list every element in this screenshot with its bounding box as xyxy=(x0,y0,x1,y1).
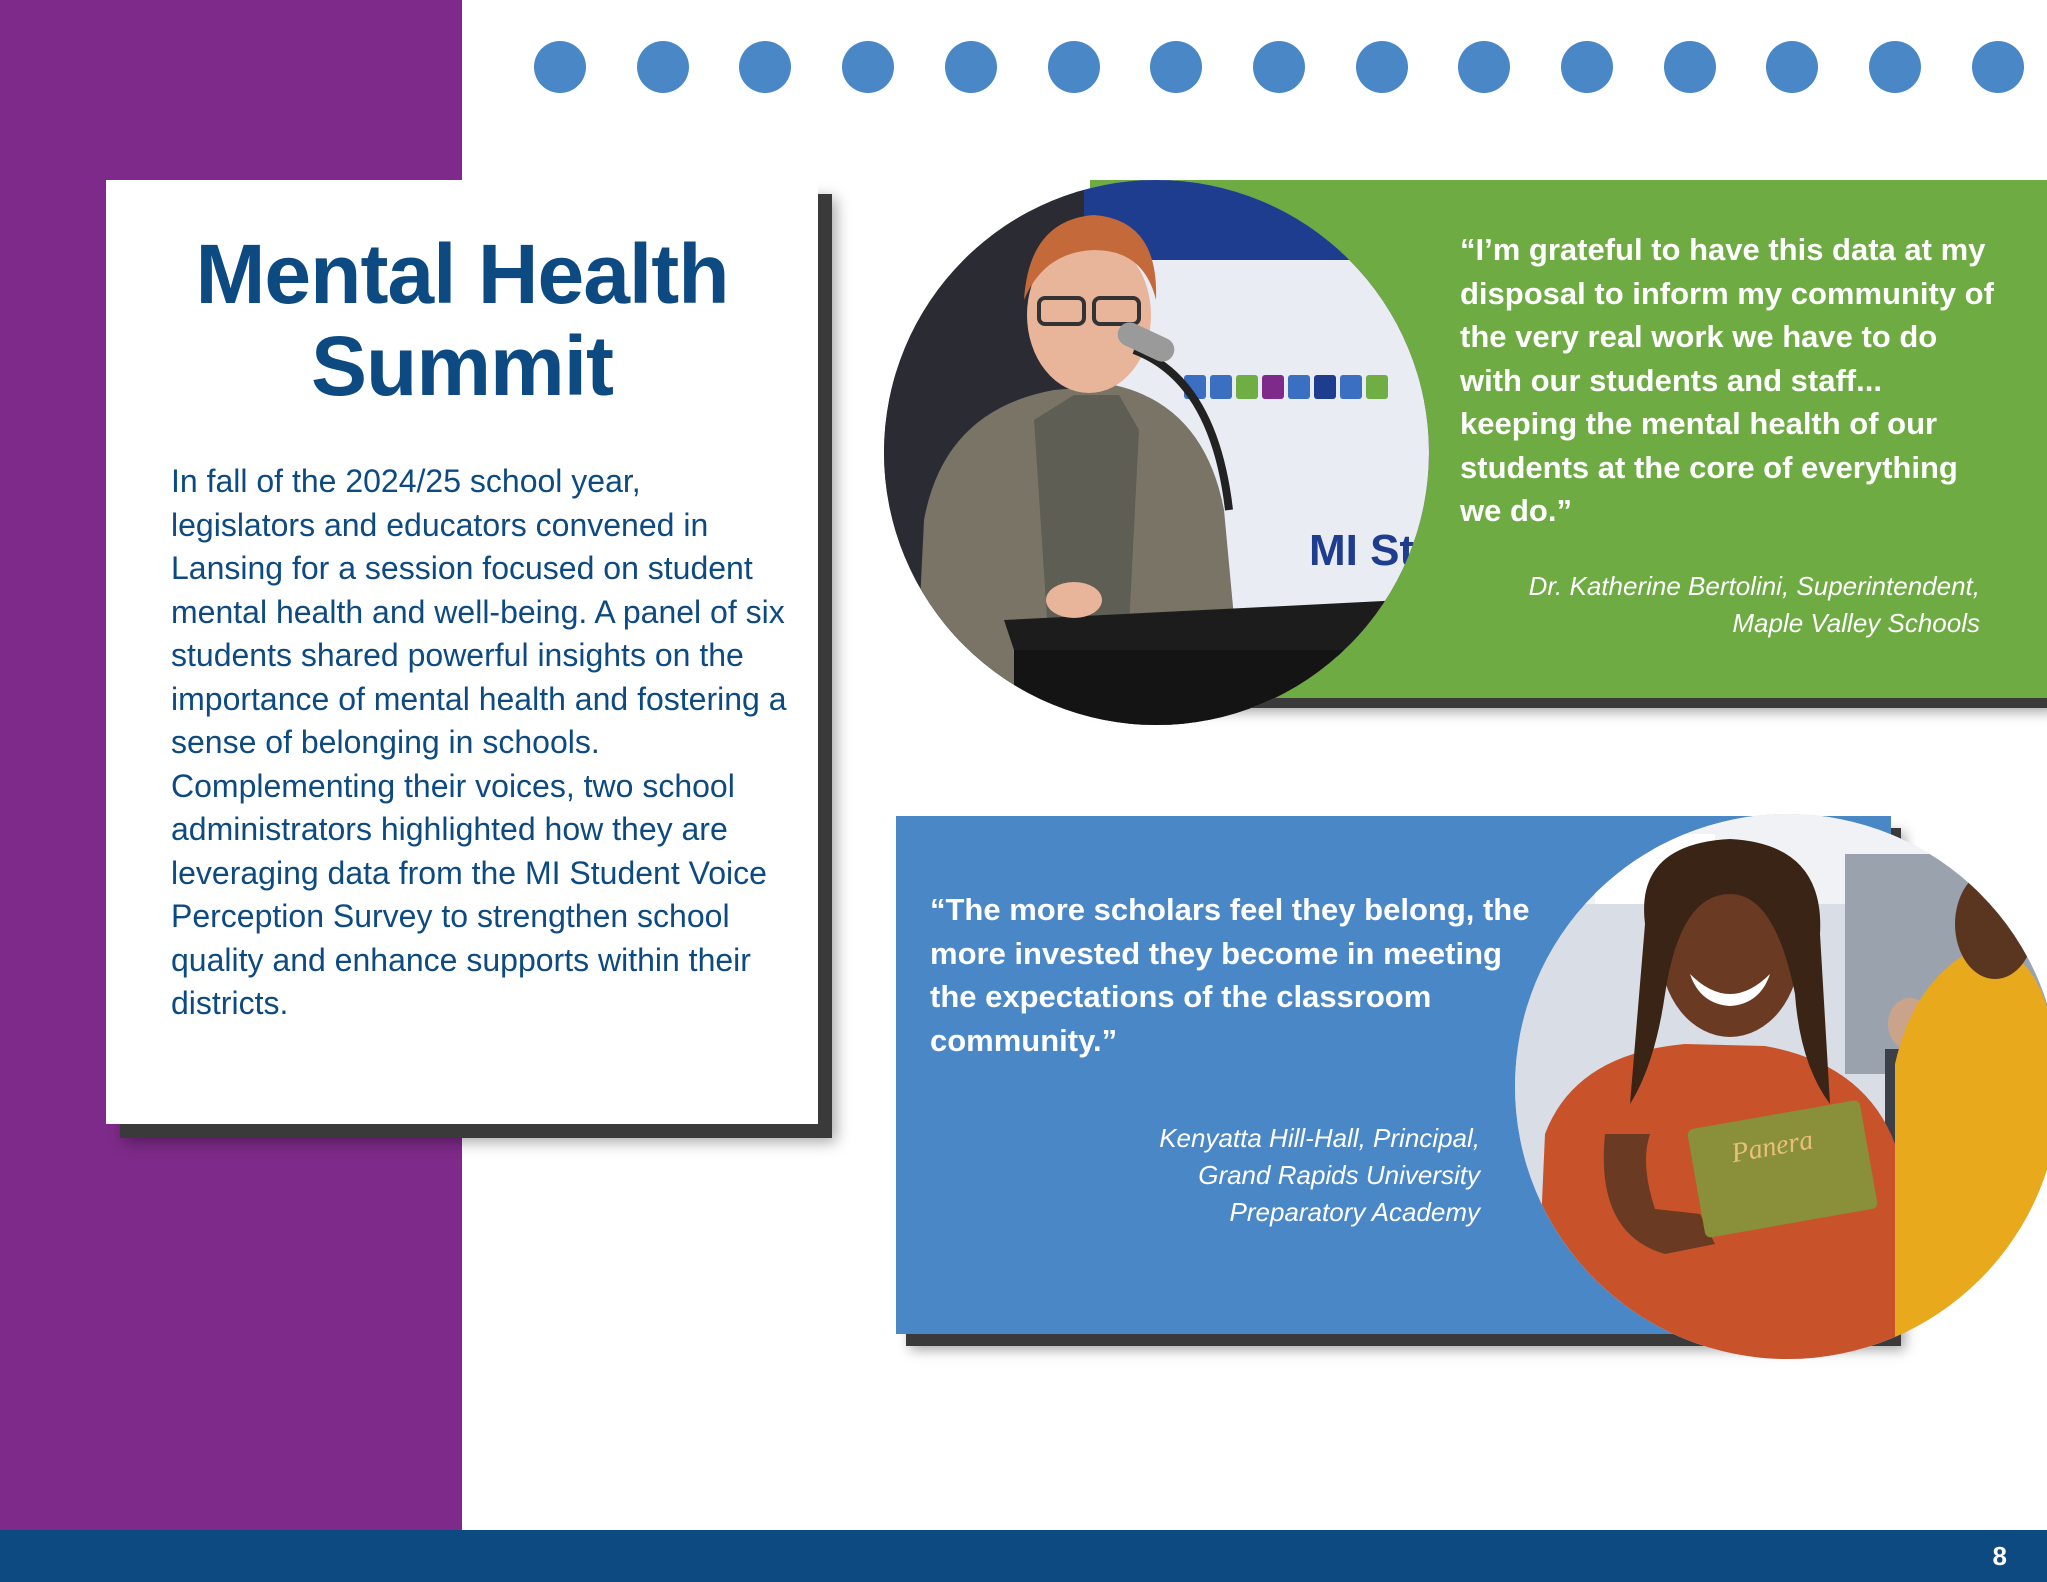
smiling-attendee-image xyxy=(1515,814,2047,1359)
attribution-line: Preparatory Academy xyxy=(1229,1197,1480,1227)
decorative-dot xyxy=(1253,41,1305,93)
banner-text: MI St xyxy=(1309,526,1415,575)
decorative-dot xyxy=(1766,41,1818,93)
decorative-dot xyxy=(1150,41,1202,93)
decorative-dot xyxy=(1458,41,1510,93)
decorative-dot xyxy=(1356,41,1408,93)
attribution-line: Maple Valley Schools xyxy=(1732,608,1980,638)
decorative-dot-row xyxy=(534,41,2047,95)
speaker-photo-bertolini xyxy=(884,180,1429,725)
attribution-line: Grand Rapids University xyxy=(1198,1160,1480,1190)
decorative-dot xyxy=(739,41,791,93)
summit-description: In fall of the 2024/25 school year, legislators and educators convened in Lansing for a session focused on student mental health and well-being. A panel of six students shared powerful insights on the importance of mental health and fostering a sense of belonging in schools. Complementing their voices, two school administrators highlighted how they are leveraging data from the MI Student Voice Perception Survey to strengthen school quality and enhance supports within their districts. xyxy=(171,463,787,1021)
title-line-1: Mental Health xyxy=(195,227,729,321)
page-number: 8 xyxy=(1992,1541,2007,1571)
attribution-line: Kenyatta Hill-Hall, Principal, xyxy=(1159,1123,1480,1153)
quote-text-bertolini: “I’m grateful to have this data at my disposal to inform my community of the very real work we have to do with our students and staff... keeping the mental health of our students at the core of everything we do.” xyxy=(1460,232,1994,528)
decorative-dot xyxy=(637,41,689,93)
decorative-dot xyxy=(534,41,586,93)
decorative-dot xyxy=(842,41,894,93)
decorative-dot xyxy=(1561,41,1613,93)
quote-attribution-hill-hall xyxy=(1020,1120,1480,1231)
speaker-at-podium-image xyxy=(884,180,1429,725)
quote-text-hill-hall: “The more scholars feel they belong, the more invested they become in meeting the expectations of the classroom community.” xyxy=(930,892,1530,1058)
decorative-dot xyxy=(945,41,997,93)
decorative-dot xyxy=(1869,41,1921,93)
summit-info-card xyxy=(106,180,818,1124)
quote-attribution-bertolini xyxy=(1420,568,1980,642)
attribution-line: Dr. Katherine Bertolini, Superintendent, xyxy=(1528,571,1980,601)
title-line-2: Summit xyxy=(310,319,614,413)
decorative-dot xyxy=(1972,41,2024,93)
speaker-photo-hill-hall xyxy=(1515,814,2047,1359)
decorative-dot xyxy=(1048,41,1100,93)
box-logo-text: Panera xyxy=(1728,1124,1816,1170)
decorative-dot xyxy=(1664,41,1716,93)
page-footer xyxy=(0,1530,2047,1582)
page-title xyxy=(106,228,818,412)
